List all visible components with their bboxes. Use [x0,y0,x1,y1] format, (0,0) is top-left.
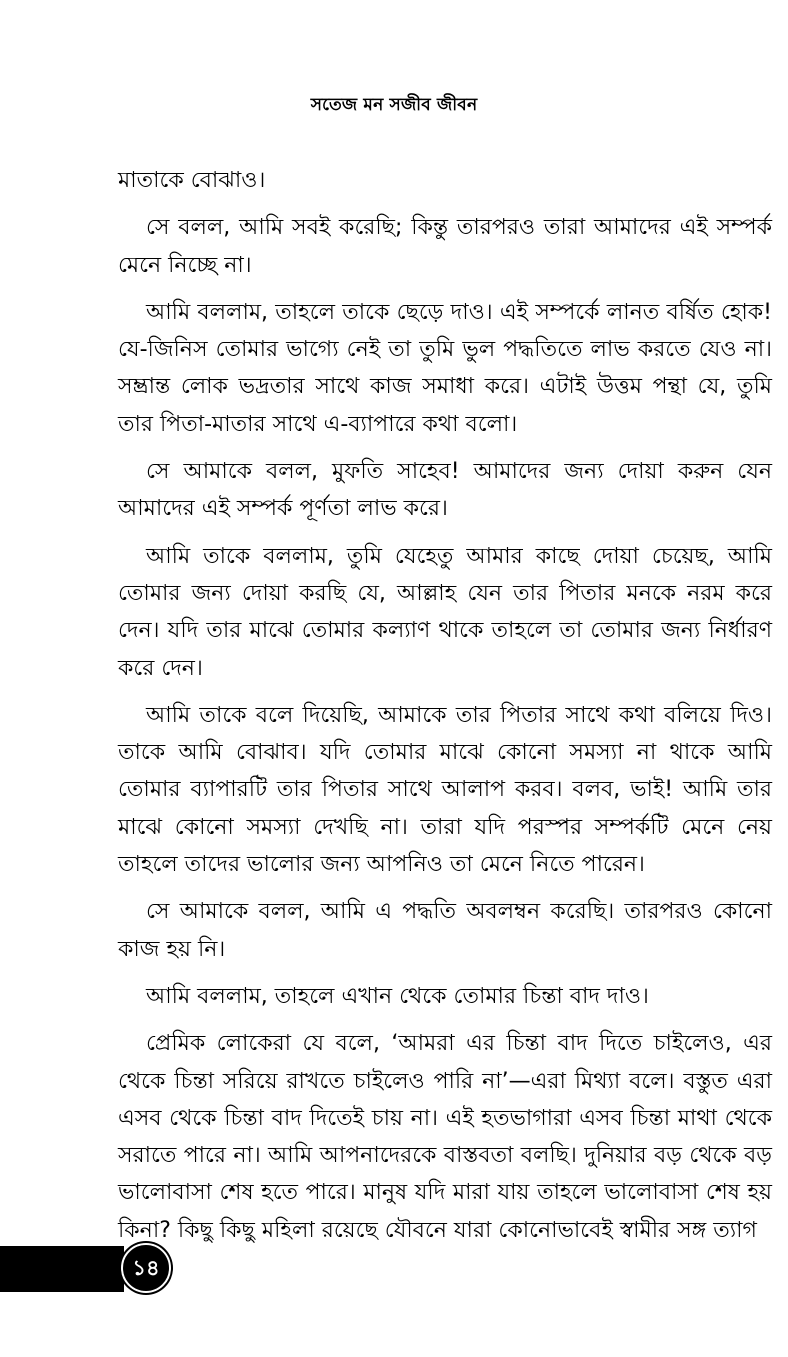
paragraph-5: আমি তাকে বললাম, তুমি যেহেতু আমার কাছে দোয়া চেয়েছ, আমি তোমার জন্য দোয়া করছি যে, আল্লাহ যেন তার পিতার মনকে নরম করে দেন। যদি তার মাঝে তোমার কল্যাণ থাকে তাহলে তা তোমার জন্য নির্ধারণ করে দেন। [118,543,772,681]
paragraph-2: সে বলল, আমি সবই করেছি; কিন্তু তারপরও তারা আমাদের এই সম্পর্ক মেনে নিচ্ছে না। [118,215,772,278]
paragraph-8: আমি বললাম, তাহলে এখান থেকে তোমার চিন্তা বাদ দাও। [146,983,649,1009]
paragraph-1: মাতাকে বোঝাও। [118,168,266,193]
paragraph-4: সে আমাকে বলল, মুফতি সাহেব! আমাদের জন্য দোয়া করুন যেন আমাদের এই সম্পর্ক পূর্ণতা লাভ করে। [118,459,772,522]
page-body [118,162,772,1259]
paragraph-9: প্রেমিক লোকেরা যে বলে, ‘আমরা এর চিন্তা বাদ দিতে চাইলেও, এর থেকে চিন্তা সরিয়ে রাখতে চাইলেও পারি না’—এরা মিথ্যা বলে। বস্তুত এরা এসব থেকে চিন্তা বাদ দিতেই চায় না। এই হতভাগারা এসব চিন্তা মাথা থেকে সরাতে পারে না। আমি আপনাদেরকে বাস্তবতা বলছি। দুনিয়ার বড় থেকে বড় ভালোবাসা শেষ হতে পারে। মানুষ যদি মারা যায় তাহলে ভালোবাসা শেষ হয় কিনা? কিছু কিছু মহিলা রয়েছে যৌবনে যারা কোনোভাবেই স্বামীর সঙ্গ ত্যাগ [118,1031,772,1243]
paragraph-6: আমি তাকে বলে দিয়েছি, আমাকে তার পিতার সাথে কথা বলিয়ে দিও। তাকে আমি বোঝাব। যদি তোমার মাঝে কোনো সমস্যা না থাকে আমি তোমার ব্যাপারটি তার পিতার সাথে আলাপ করব। বলব, ভাই! আমি তার মাঝে কোনো সমস্যা দেখছি না। তারা যদি পরস্পর সম্পর্কটি মেনে নেয় তাহলে তাদের ভালোর জন্য আপনিও তা মেনে নিতে পারেন। [118,702,772,878]
paragraph-3: আমি বললাম, তাহলে তাকে ছেড়ে দাও। এই সম্পর্কে লানত বর্ষিত হোক! যে-জিনিস তোমার ভাগ্যে নেই তা তুমি ভুল পদ্ধতিতে লাভ করতে যেও না। সম্ভ্রান্ত লোক ভদ্রতার সাথে কাজ সমাধা করে। এটাই উত্তম পন্থা যে, তুমি তার পিতা-মাতার সাথে এ-ব্যাপারে কথা বলো। [118,299,772,437]
page-number-badge: ১৪ [121,1243,171,1293]
running-header-title: সতেজ মন সজীব জীবন [310,95,478,115]
paragraph-7: সে আমাকে বলল, আমি এ পদ্ধতি অবলম্বন করেছি। তারপরও কোনো কাজ হয় নি। [118,899,772,962]
footer-bar [0,1246,124,1292]
